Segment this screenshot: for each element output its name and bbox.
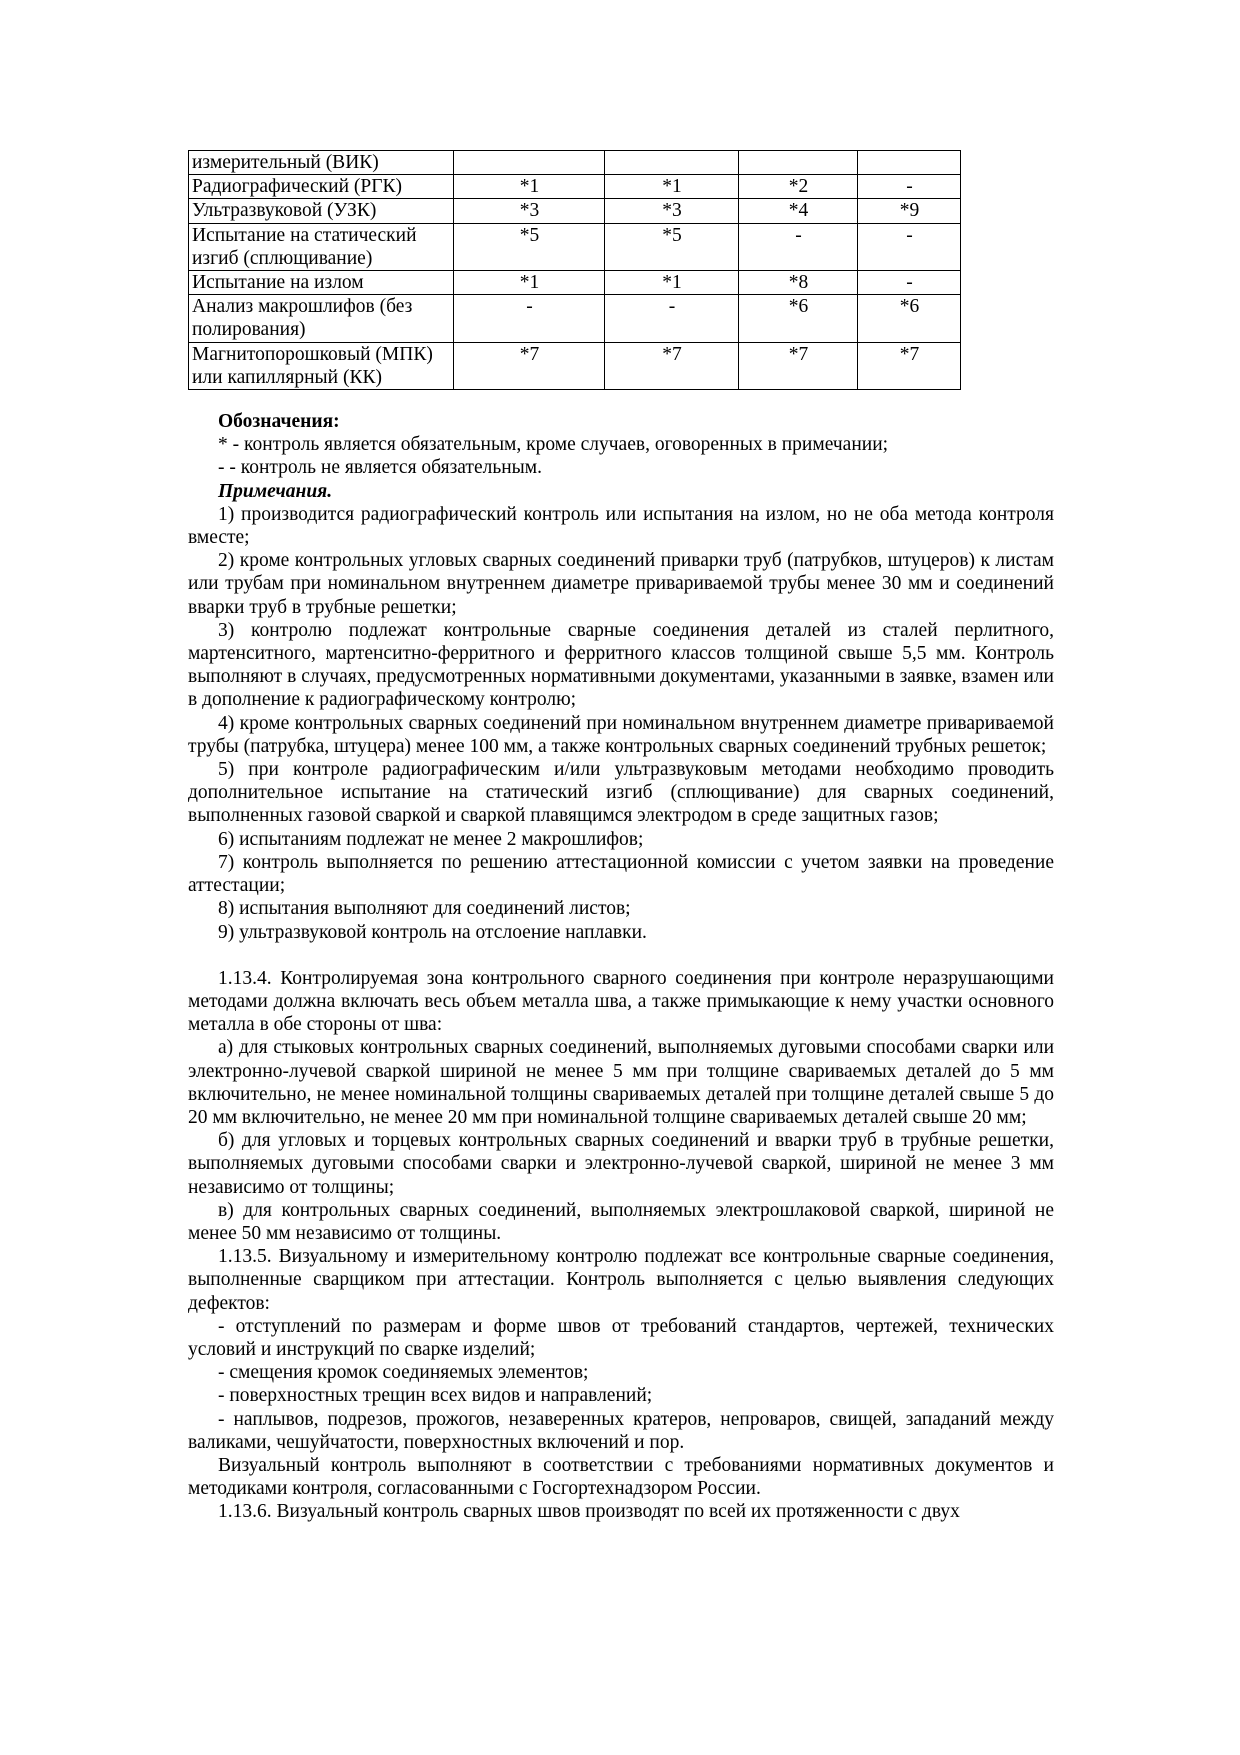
method-cell: Испытание на излом (189, 271, 454, 295)
value-cell: *1 (454, 175, 605, 199)
table-row (189, 199, 961, 223)
legend-heading: Обозначения: (218, 411, 340, 433)
document-page (188, 150, 1054, 1524)
note-item: 1) производится радиографический контроль или испытания на излом, но не оба метода контроля вместе; (188, 503, 1054, 549)
value-cell: - (858, 175, 961, 199)
clause-1-13-4-a: а) для стыковых контрольных сварных соединений, выполняемых дуговыми способами сварки или электронно-лучевой сваркой шириной не менее 5 мм при толщине свариваемых деталей до 5 мм включительно, не менее номинальной толщины свариваемых деталей при толщине деталей свыше 5 до 20 мм включительно, не менее 20 мм при номинальной толщине свариваемых деталей свыше 20 мм; (188, 1037, 1054, 1128)
table-row (189, 295, 961, 342)
control-methods-table (188, 150, 961, 390)
value-cell: *8 (739, 271, 858, 295)
value-cell: *5 (454, 223, 605, 270)
table-row (189, 151, 961, 175)
table-row (189, 271, 961, 295)
clause-1-13-4-v: в) для контрольных сварных соединений, выполняемых электрошлаковой сваркой, шириной не менее 50 мм независимо от толщины. (188, 1199, 1054, 1244)
note-item: 8) испытания выполняют для соединений листов; (218, 898, 631, 920)
value-cell: *6 (739, 295, 858, 342)
value-cell (454, 151, 605, 175)
value-cell: *7 (858, 342, 961, 389)
method-cell: Испытание на статический изгиб (сплющивание) (189, 223, 454, 270)
value-cell: - (605, 295, 739, 342)
notes-heading: Примечания. (218, 480, 333, 502)
note-item: 3) контролю подлежат контрольные сварные соединения деталей из сталей перлитного, мартенситного, мартенситно-ферритного и ферритного классов толщиной свыше 5,5 мм. Контроль выполняют в случаях, предусмотренных нормативными документами, указанными в заявке, взамен или в дополнение к радиографическому контролю; (188, 619, 1054, 711)
table-row (189, 342, 961, 389)
table-row (189, 223, 961, 270)
value-cell (858, 151, 961, 175)
value-cell: *1 (454, 271, 605, 295)
value-cell: *7 (739, 342, 858, 389)
note-item: 6) испытаниям подлежат не менее 2 макрошлифов; (218, 828, 644, 850)
clause-1-13-4: 1.13.4. Контролируемая зона контрольного сварного соединения при контроле неразрушающими методами должна включать весь объем металла шва, а также примыкающие к нему участки основного металла в обе стороны от шва: (188, 967, 1054, 1036)
clause-1-13-6: 1.13.6. Визуальный контроль сварных швов производят по всей их протяженности с двух (218, 1501, 960, 1523)
value-cell: - (858, 271, 961, 295)
defect-item: - поверхностных трещин всех видов и направлений; (218, 1385, 653, 1407)
legend-optional: - - контроль не является обязательным. (218, 457, 542, 479)
method-cell: Анализ макрошлифов (без полирования) (189, 295, 454, 342)
note-item: 7) контроль выполняется по решению аттестационной комиссии с учетом заявки на проведение аттестации; (188, 851, 1054, 897)
value-cell: *4 (739, 199, 858, 223)
defect-item: - смещения кромок соединяемых элементов; (218, 1362, 589, 1384)
value-cell: *3 (605, 199, 739, 223)
note-item: 5) при контроле радиографическим и/или ультразвуковым методами необходимо проводить дополнительное испытание на статический изгиб (сплющивание) для сварных соединений, выполненных газовой сваркой и сваркой плавящимся электродом в среде защитных газов; (188, 759, 1054, 827)
document-body (188, 410, 1054, 1524)
value-cell: *1 (605, 271, 739, 295)
value-cell (739, 151, 858, 175)
visual-control-paragraph: Визуальный контроль выполняют в соответствии с требованиями нормативных документов и методиками контроля, согласованными с Госгортехнадзором России. (188, 1454, 1054, 1500)
defect-item: - отступлений по размерам и форме швов от требований стандартов, чертежей, технических условий и инструкций по сварке изделий; (188, 1315, 1054, 1360)
legend-mandatory: * - контроль является обязательным, кроме случаев, оговоренных в примечании; (218, 434, 889, 456)
value-cell: *9 (858, 199, 961, 223)
method-cell: Магнитопорошковый (МПК) или капиллярный (КК) (189, 342, 454, 389)
value-cell: *5 (605, 223, 739, 270)
value-cell: *2 (739, 175, 858, 199)
value-cell: *7 (605, 342, 739, 389)
value-cell: - (739, 223, 858, 270)
value-cell: *7 (454, 342, 605, 389)
value-cell: - (454, 295, 605, 342)
note-item: 4) кроме контрольных сварных соединений при номинальном внутреннем диаметре привариваемой трубы (патрубка, штуцера) менее 100 мм, а также контрольных сварных соединений трубных решеток; (188, 712, 1054, 757)
value-cell: *1 (605, 175, 739, 199)
value-cell: - (858, 223, 961, 270)
value-cell: *3 (454, 199, 605, 223)
method-cell: Ультразвуковой (УЗК) (189, 199, 454, 223)
defect-item: - наплывов, подрезов, прожогов, незаверенных кратеров, непроваров, свищей, западаний между валиками, чешуйчатости, поверхностных включений и пор. (188, 1408, 1054, 1453)
value-cell (605, 151, 739, 175)
table-row (189, 175, 961, 199)
method-cell: Радиографический (РГК) (189, 175, 454, 199)
note-item: 9) ультразвуковой контроль на отслоение наплавки. (218, 921, 647, 943)
clause-1-13-5: 1.13.5. Визуальному и измерительному контролю подлежат все контрольные сварные соединения, выполненные сварщиком при аттестации. Контроль выполняется с целью выявления следующих дефектов: (188, 1246, 1054, 1314)
value-cell: *6 (858, 295, 961, 342)
method-cell: измерительный (ВИК) (189, 151, 454, 175)
note-item: 2) кроме контрольных угловых сварных соединений приварки труб (патрубков, штуцеров) к листам или трубам при номинальном внутреннем диаметре привариваемой трубы менее 30 мм и соединений вварки труб в трубные решетки; (188, 550, 1054, 618)
clause-1-13-4-b: б) для угловых и торцевых контрольных сварных соединений и вварки труб в трубные решетки, выполняемых дуговыми способами сварки и электронно-лучевой сваркой, шириной не менее 3 мм независимо от толщины; (188, 1130, 1054, 1198)
